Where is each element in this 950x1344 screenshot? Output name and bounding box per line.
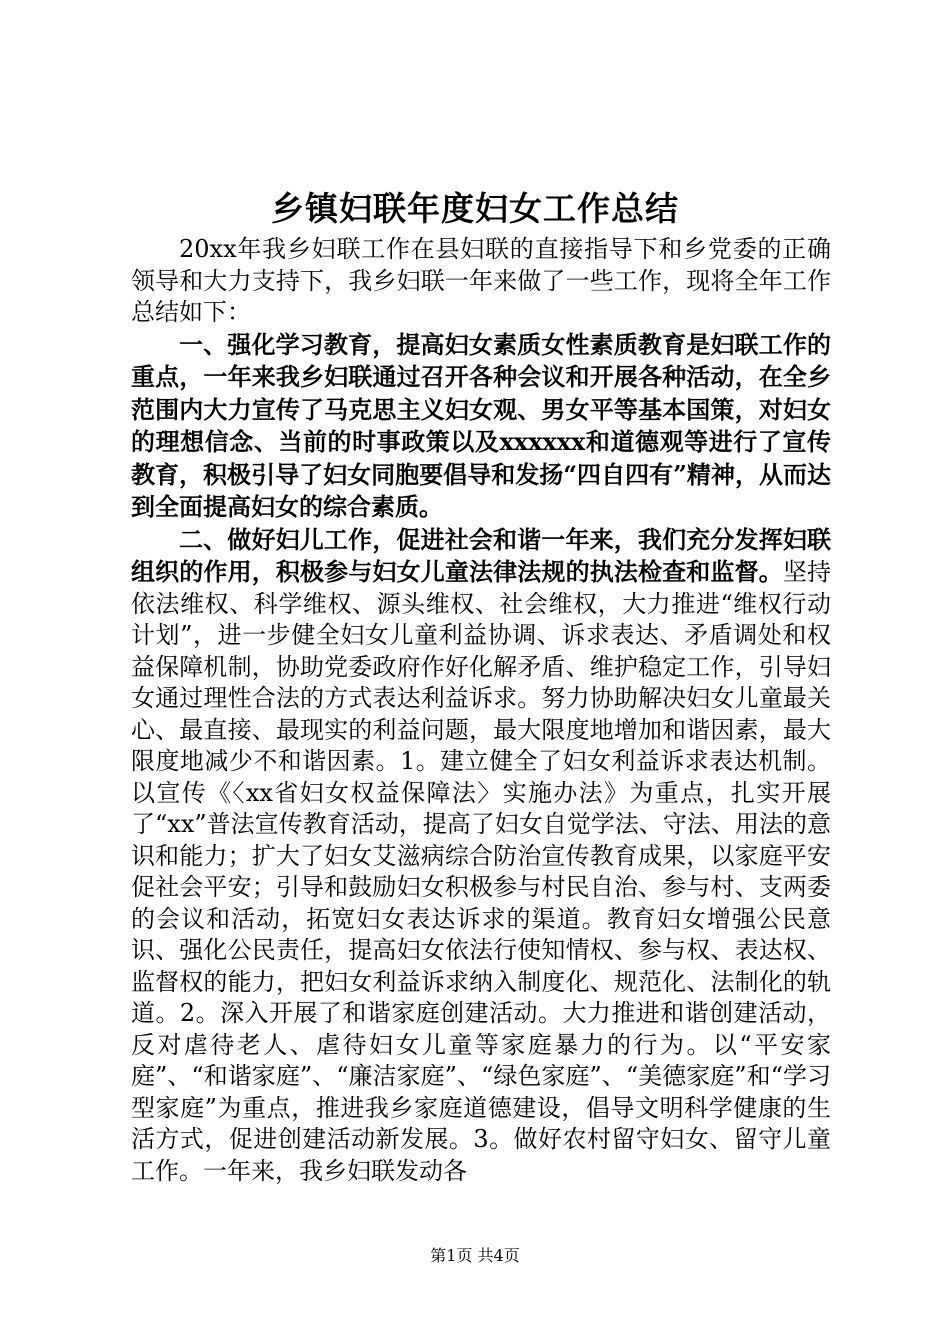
paragraph-section-1 — [131, 329, 831, 524]
page-title: 乡镇妇联年度妇女工作总结 — [271, 189, 679, 228]
document-body — [131, 234, 831, 1187]
page-footer: 第1页 共4页 — [430, 1246, 520, 1265]
paragraph-intro — [131, 234, 831, 329]
paragraph-intro-text: 20xx年我乡妇联工作在县妇联的直接指导下和乡党委的正确领导和大力支持下，我乡妇联一年来做了一些工作，现将全年工作总结如下： — [131, 235, 831, 326]
paragraph-section-2 — [131, 524, 831, 1188]
section-1-heading-text: 一、强化学习教育，提高妇女素质女性素质教育是妇联工作的重点，一年来我乡妇联通过召开各种会议和开展各种活动，在全乡范围内大力宣传了马克思主义妇女观、男女平等基本国策，对妇女的理想信念、当前的时事政策以及xxxxxx和道德观等进行了宣传教育，积极引导了妇女同胞要倡导和发扬“四自四有”精神，从而达到全面提高妇女的综合素质。 — [131, 329, 831, 521]
section-2-body-text: 坚持依法维权、科学维权、源头维权、社会维权，大力推进“维权行动计划”，进一步健全妇女儿童利益协调、诉求表达、矛盾调处和权益保障机制，协助党委政府作好化解矛盾、维护稳定工作，引导妇女通过理性合法的方式表达利益诉求。努力协助解决妇女儿童最关心、最直接、最现实的利益问题，最大限度地增加和谐因素，最大限度地减少不和谐因素。1。建立健全了妇女利益诉求表达机制。以宣传《〈xx省妇女权益保障法〉实施办法》为重点，扎实开展了“xx”普法宣传教育活动，提高了妇女自觉学法、守法、用法的意识和能力；扩大了妇女艾滋病综合防治宣传教育成果，以家庭平安促社会平安；引导和鼓励妇女积极参与村民自治、参与村、支两委的会议和活动，拓宽妇女表达诉求的渠道。教育妇女增强公民意识、强化公民责任，提高妇女依法行使知情权、参与权、表达权、监督权的能力，把妇女利益诉求纳入制度化、规范化、法制化的轨道。2。深入开展了和谐家庭创建活动。大力推进和谐创建活动，反对虐待老人、虐待妇女儿童等家庭暴力的行为。以“平安家庭”、“和谐家庭”、“廉洁家庭”、“绿色家庭”、“美德家庭”和“学习型家庭”为重点，推进我乡家庭道德建设，倡导文明科学健康的生活方式，促进创建活动新发展。3。做好农村留守妇女、留守儿童工作。一年来，我乡妇联发动各 — [131, 558, 832, 1185]
section-2-heading-text: 二、做好妇儿工作，促进社会和谐一年来，我们充分发挥妇联组织的作用，积极参与妇女儿童法律法规的执法检查和监督。 — [131, 524, 831, 586]
